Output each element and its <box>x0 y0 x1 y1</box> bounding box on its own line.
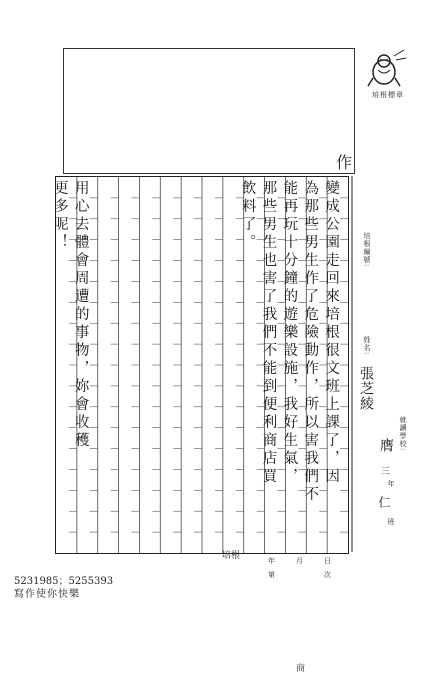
student-name: 張芝綾 <box>358 366 374 411</box>
teacher-mark: 商 <box>296 664 306 674</box>
school-label: 就讀學校: <box>399 416 407 452</box>
pager-year: 年 <box>268 557 275 565</box>
pager-day: 日 <box>324 557 331 565</box>
essay-column: 那些男生也害了我們不能到便利商店買 <box>260 180 277 486</box>
essay-column: 更多呢！ <box>51 180 68 252</box>
student-info-panel <box>352 176 416 552</box>
name-label: 姓名: <box>363 336 371 356</box>
peigen-mark: 培根 <box>222 551 241 561</box>
grade-value: 三 <box>379 466 389 476</box>
essay-column <box>203 180 216 550</box>
essay-column: 變成公園走回來培根很文班上課了，因 <box>323 180 340 486</box>
grade-unit: 年 <box>387 480 395 488</box>
pager-month: 月 <box>296 557 303 565</box>
peigen-stamp-logo <box>364 48 410 90</box>
essay-column <box>120 180 133 550</box>
code-label: 培根編號: <box>363 232 371 268</box>
essay-column <box>161 180 174 550</box>
class-value: 仁 <box>377 496 391 509</box>
stamp-caption: 培根標章 <box>372 91 404 99</box>
essay-column <box>182 180 195 550</box>
slogan: 寫作使你快樂 <box>14 589 80 600</box>
essay-column <box>224 180 237 550</box>
school-value: 膺 <box>378 438 394 453</box>
pager-ci: 次 <box>324 571 331 579</box>
class-unit: 班 <box>387 518 395 526</box>
illustration-box <box>63 48 355 174</box>
essay-column <box>140 180 153 550</box>
composition-mark: 作 <box>336 153 353 172</box>
essay-column: 飲料了。 <box>239 180 256 252</box>
essay-column <box>99 180 112 550</box>
pager-di: 第 <box>268 571 275 579</box>
essay-column: 用心去體會周遭的事物，妳會收穫 <box>72 180 89 450</box>
essay-column: 為那些男生作了危險動作，所以害我們不 <box>302 180 319 504</box>
essay-column: 能再玩十分鐘的遊樂設施，我好生氣， <box>281 180 298 486</box>
phone-numbers: 5231985；5255393 <box>14 576 114 587</box>
